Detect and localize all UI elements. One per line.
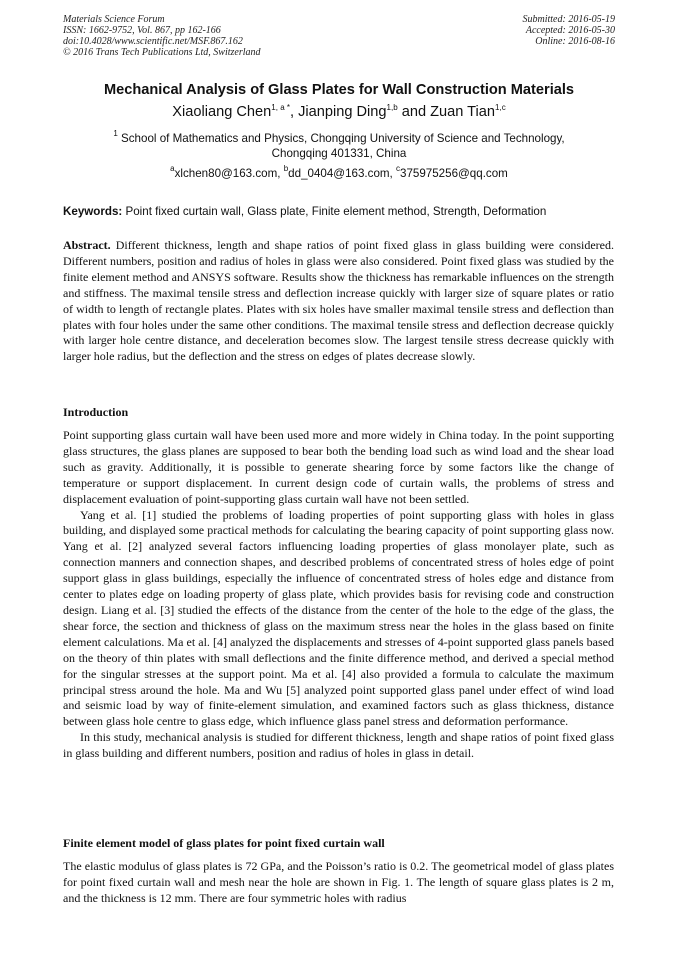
email-link[interactable]: dd_0404@163.com — [288, 167, 390, 180]
journal-info — [63, 14, 261, 58]
keywords-label: Keywords: — [63, 205, 123, 218]
author-affiliation-mark: 1, a * — [271, 103, 290, 112]
paragraph: Point supporting glass curtain wall have been used more and more widely in China today. In the point supporting glass structures, the glass planes are supposed to bear both the bending load such as wind load and the shear load such as gravity. Additionally, it is possible to generate shearing force by some factors like the change of temperature or support displacement. In current design code of curtain walls, the problems of stress and displacement evaluation of point-supporting glass curtain wall have not been settled. — [63, 428, 614, 506]
journal-doi[interactable]: doi:10.4028/www.scientific.net/MSF.867.162 — [63, 36, 243, 47]
affiliation-line-1: School of Mathematics and Physics, Chongqing University of Science and Technology, — [121, 132, 565, 145]
abstract-label: Abstract. — [63, 238, 111, 252]
author-list: Xiaoliang Chen$^{1, a *}$, Jianping Ding$^{1,b}$ and Zuan Tian$^{1,c}$ — [172, 103, 506, 120]
accepted-date: Accepted: 2016-05-30 — [525, 25, 615, 36]
author-name: Jianping Ding — [298, 104, 387, 120]
keywords-text: Point fixed curtain wall, Glass plate, Finite element method, Strength, Deformation — [122, 205, 547, 218]
affiliation-mark: 1 — [113, 129, 118, 138]
email-link[interactable]: xlchen80@163.com — [174, 167, 278, 180]
abstract-text: Different thickness, length and shape ratios of point fixed glass in glass building were considered. Different numbers, position and radius of holes in glass were also considered. Point fixed glass was studied by the finite element method and ANSYS software. Results show the thickness has remarkable influences on the strength and stiffness. The maximal tensile stress and deflection increase quickly with larger size of square plates or ratio of width to length of rectangle plates. Plates with six holes have smaller maximal tensile stress and deflection than plates with four holes under the same other conditions. The maximal tensile stress and deflection decrease quickly with larger hole centre distance, and deceleration becomes slow. The largest tensile stress decrease quickly with larger hole radius, but the deflection and the stress on edges of plates decrease slowly. — [63, 238, 614, 364]
submitted-date: Submitted: 2016-05-19 — [522, 14, 615, 25]
keywords — [63, 205, 623, 218]
paragraph: In this study, mechanical analysis is studied for different thickness, length and shape ratios of point fixed glass in glass building and different numbers, position and radius of holes in glass in detail. — [63, 730, 614, 761]
email-link[interactable]: 375975256@qq.com — [400, 167, 508, 180]
introduction-heading: Introduction — [63, 405, 129, 419]
abstract — [63, 238, 614, 365]
affiliation-line-2: Chongqing 401331, China — [271, 147, 407, 160]
paragraph: The elastic modulus of glass plates is 72 GPa, and the Poisson’s ratio is 0.2. The geometrical model of glass plates for point fixed curtain wall and mesh near the hole are shown in Fig. 1. The length of square glass plates is 2 m, and the thickness is 12 mm. There are four symmetric holes with radius — [63, 859, 614, 905]
author-affiliation-mark: 1,b — [386, 103, 398, 112]
paper-title: Mechanical Analysis of Glass Plates for Wall Construction Materials — [103, 82, 575, 98]
journal-name: Materials Science Forum — [63, 14, 165, 25]
author-name: Zuan Tian — [430, 104, 496, 120]
author-emails: $^a$xlchen80@163.com, $^b$dd_0404@163.com, $^c$375975256@qq.com — [170, 164, 508, 180]
online-date: Online: 2016-08-16 — [535, 36, 615, 47]
introduction-body — [63, 428, 614, 762]
author-affiliation-mark: 1,c — [495, 103, 506, 112]
author-name: Xiaoliang Chen — [172, 104, 272, 120]
publication-dates — [523, 14, 616, 47]
journal-copyright: © 2016 Trans Tech Publications Ltd, Switzerland — [63, 47, 261, 58]
fem-body — [63, 859, 614, 907]
paragraph: Yang et al. [1] studied the problems of loading properties of point supporting glass with holes in glass building, and displayed some practical methods for calculating the bearing capacity of point supporting glass now. Yang et al. [2] analyzed several factors influencing loading properties of glass monolayer plate, such as connection manners and connection shapes, and described problems of concentrated stress of holes edge of point support glass in glass buildings, especially the influence of concentrated stress of holes edge and distance from center to plates edge on loading property of glass plate, which provides basis for revising code and construction design. Liang et al. [3] studied the effects of the distance from the center of the hole to the edge of the glass, the shear force, the section and thickness of glass on the maximum stress near the holes in the glass based on finite element calculations. Ma et al. [4] analyzed the displacements and stresses of 4-point supported glass panels based on the theory of thin plates with small deflections and the finite difference method, and derived a special method for the singular stresses at the support point. Ma et al. [4] also provided a formula to calculate the maximum principal stress around the hole. Ma and Wu [5] analyzed point supported glass panel under effect of wind load and seismic load by way of finite-element simulation, and examined factors such as glass thickness, distance between glass hole centre to glass edge, which influence glass panel stress and deformation performance. — [63, 507, 614, 729]
affiliation — [90, 131, 588, 161]
fem-heading: Finite element model of glass plates for point fixed curtain wall — [63, 836, 385, 850]
journal-issn: ISSN: 1662-9752, Vol. 867, pp 162-166 — [63, 25, 221, 36]
